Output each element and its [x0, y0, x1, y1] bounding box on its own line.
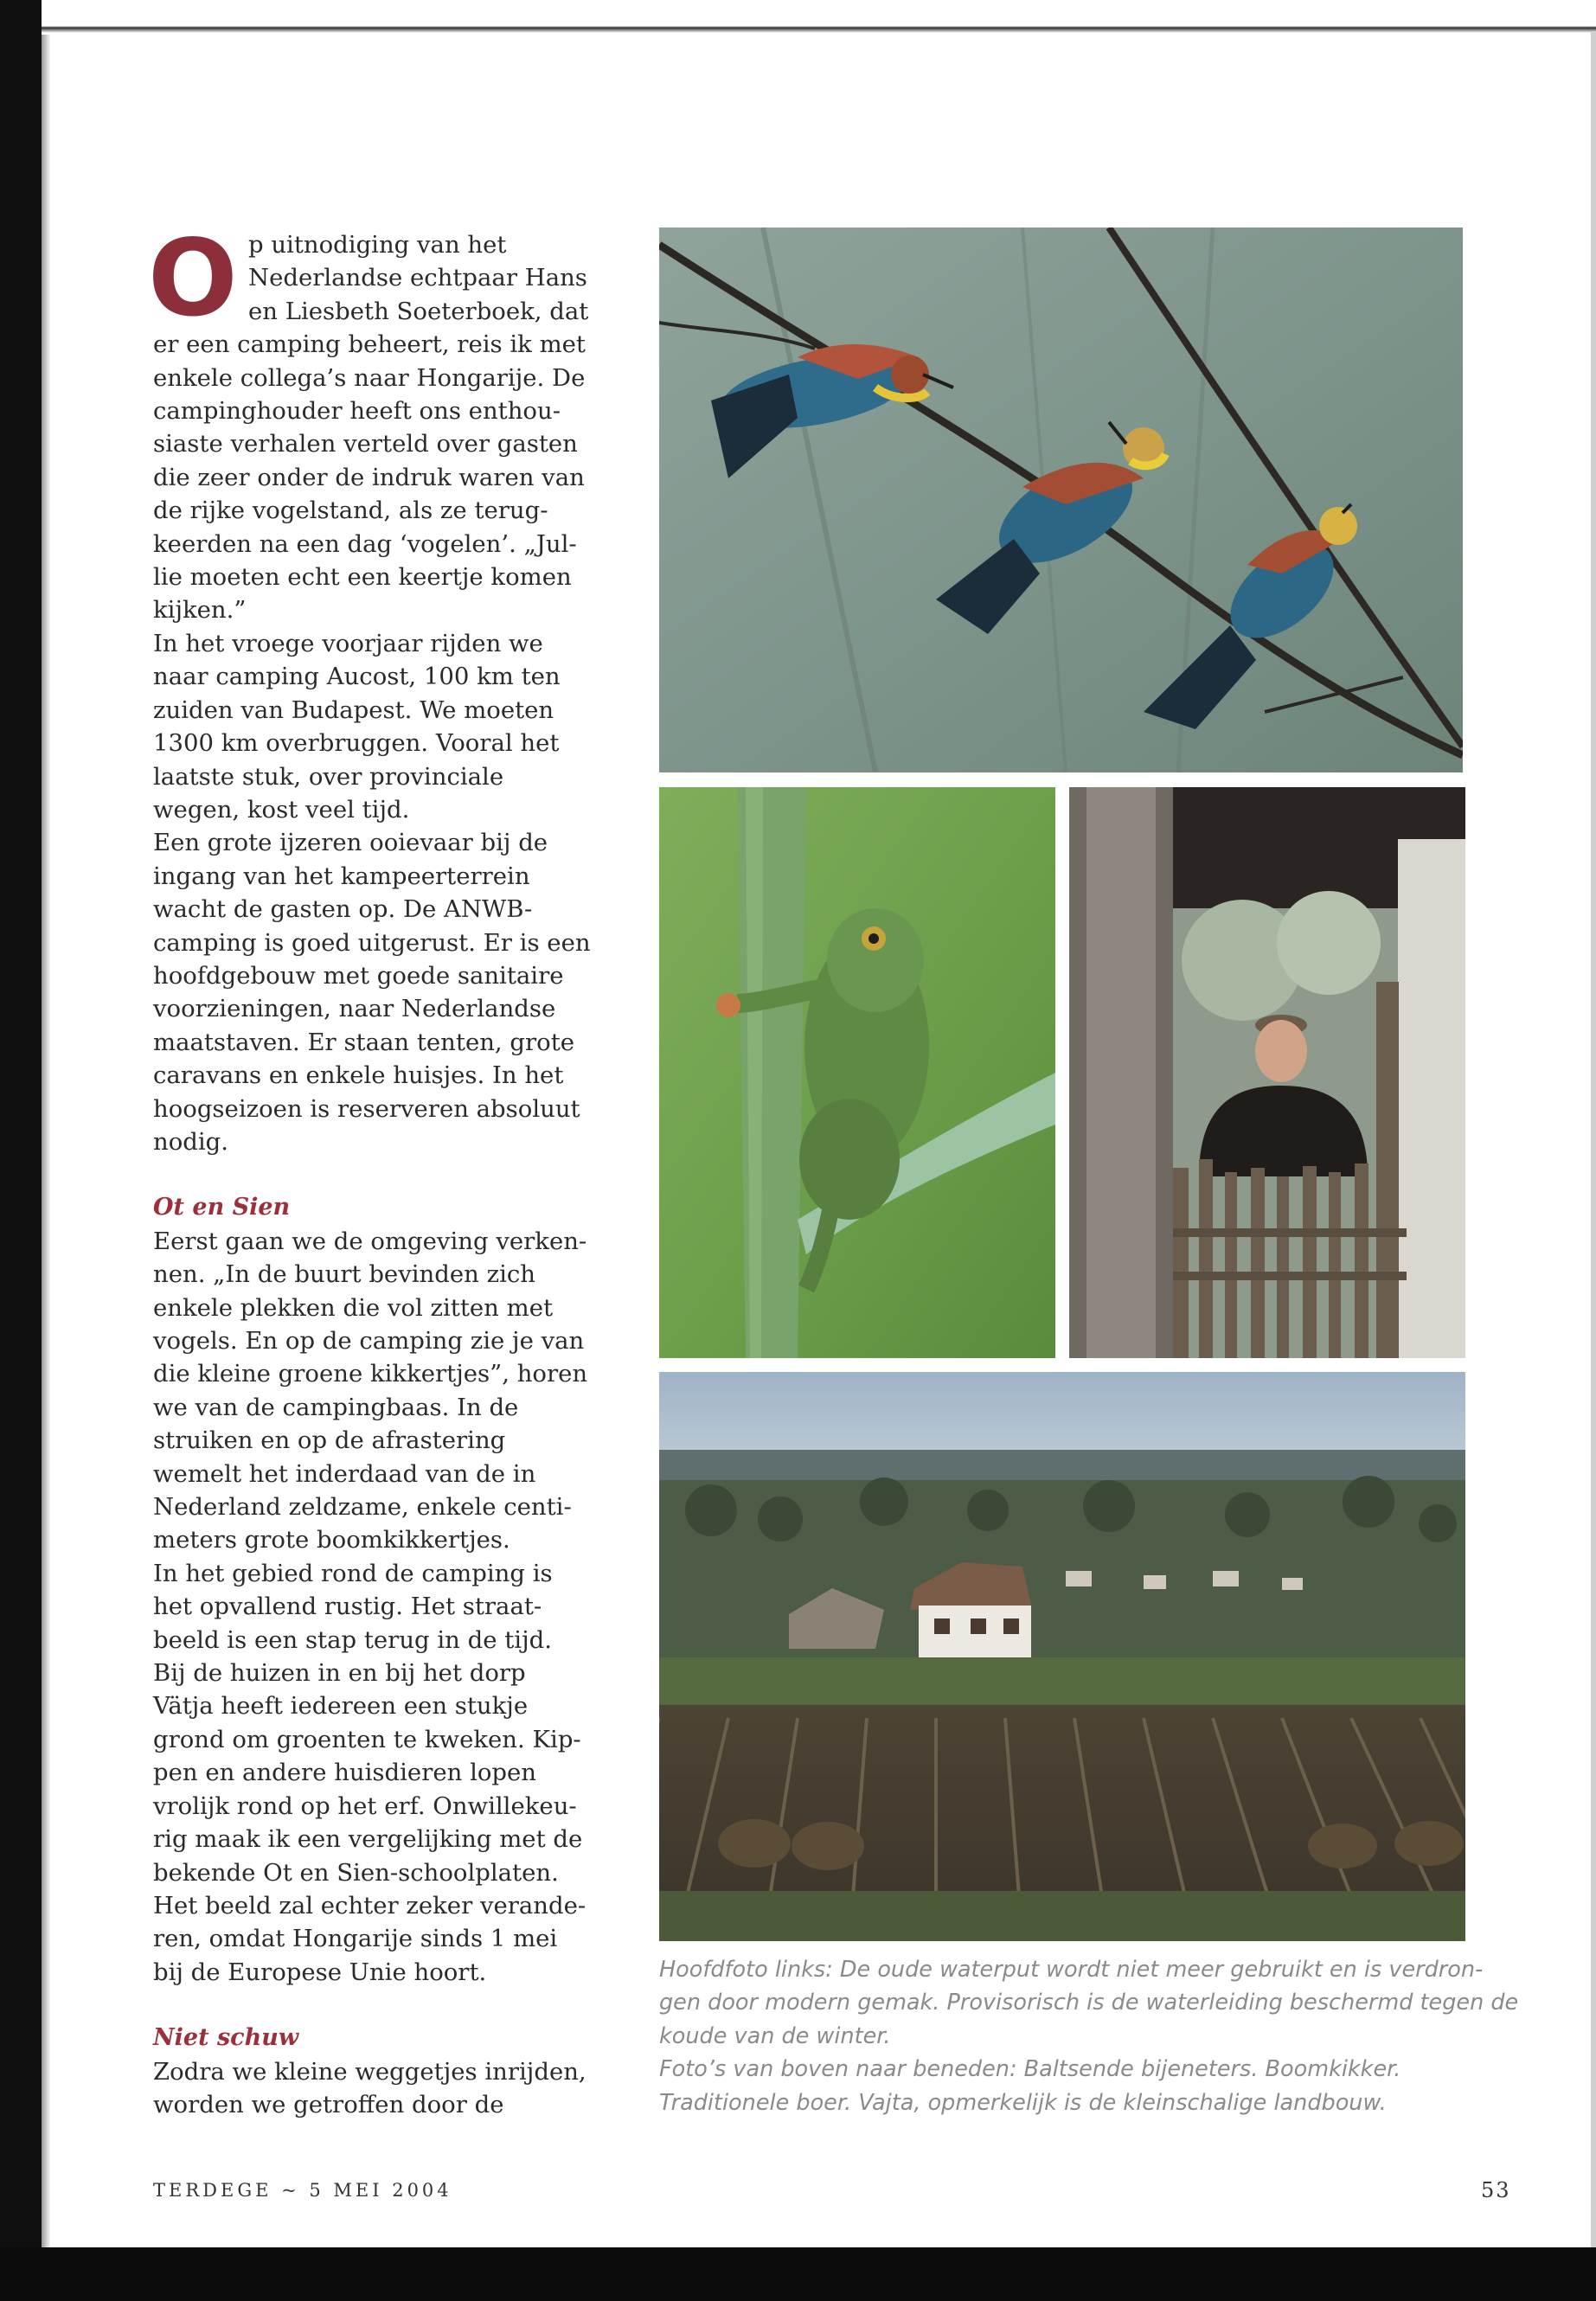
text-line: camping is goed uitgerust. Er is een: [153, 928, 591, 957]
text-line: kijken.”: [153, 596, 247, 625]
page-number: 53: [1481, 2178, 1511, 2202]
text-line: Zodra we kleine weggetjes inrijden,: [153, 2057, 586, 2086]
text-line: siaste verhalen verteld over gasten: [153, 430, 578, 458]
text-line: Bij de huizen in en bij het dorp: [153, 1659, 526, 1688]
text-line: meters grote boomkikkertjes.: [153, 1526, 510, 1554]
text-line: 1300 km overbruggen. Vooral het: [153, 729, 560, 758]
text-line: die kleine groene kikkertjes”, horen: [153, 1360, 588, 1388]
text-line: wegen, kost veel tijd.: [153, 795, 410, 824]
article-column: [148, 217, 591, 2121]
text-line: campinghouder heeft ons enthou-: [153, 397, 561, 426]
text-line: ingang van het kampeerterrein: [153, 862, 530, 890]
photo-traditional-farmer: [1069, 787, 1465, 1358]
text-line: Het beeld zal echter zeker verande-: [153, 1891, 586, 1920]
text-line: laatste stuk, over provinciale: [153, 762, 504, 791]
text-line: enkele collega’s naar Hongarije. De: [153, 363, 586, 392]
scan-border-right: [1591, 31, 1596, 2249]
text-line: de rijke vogelstand, als ze terug-: [153, 497, 548, 525]
caption-line: Traditionele boer. Vajta, opmerkelijk is de kleinschalige landbouw.: [659, 2089, 1387, 2116]
text-line: we van de campingbaas. In de: [153, 1393, 519, 1421]
photo-vajta-landscape: [659, 1372, 1465, 1941]
text-line: wacht de gasten op. De ANWB-: [153, 895, 533, 924]
scan-binding-edge: [0, 0, 42, 2301]
text-line: In het gebied rond de camping is: [153, 1559, 553, 1587]
text-line: grond om groenten te kweken. Kip-: [153, 1725, 581, 1753]
scan-border-top: [0, 0, 1596, 33]
text-line: lie moeten echt een keertje komen: [153, 563, 572, 592]
text-line: vogels. En op de camping zie je van: [153, 1327, 585, 1355]
section-heading-niet-schuw: Niet schuw: [153, 2024, 299, 2052]
section-niet-schuw-body: [153, 2055, 586, 2122]
footer-magazine-date: TERDEGE ~ 5 MEI 2004: [153, 2180, 452, 2201]
text-line: Vätja heeft iedereen een stukje: [153, 1692, 529, 1721]
text-line: zuiden van Budapest. We moeten: [153, 695, 554, 724]
intro-paragraph: [153, 228, 591, 1158]
text-line: struiken en op de afrastering: [153, 1426, 506, 1455]
text-line: er een camping beheert, reis ik met: [153, 330, 586, 359]
text-line: pen en andere huisdieren lopen: [153, 1759, 537, 1787]
photo-bee-eaters: [659, 228, 1463, 772]
photo-tree-frog: [659, 787, 1055, 1358]
text-line: hoofdgebouw met goede sanitaire: [153, 961, 564, 990]
text-line: worden we getroffen door de: [153, 2090, 504, 2118]
text-line: Een grote ijzeren ooievaar bij de: [153, 829, 548, 857]
text-line: en Liesbeth Soeterboek, dat: [248, 297, 589, 325]
text-line: beeld is een stap terug in de tijd.: [153, 1625, 552, 1654]
text-line: het opvallend rustig. Het straat-: [153, 1593, 542, 1621]
drop-cap: O: [148, 217, 238, 340]
text-line: voorzieningen, naar Nederlandse: [153, 995, 556, 1023]
text-line: bij de Europese Unie hoort.: [153, 1958, 487, 1986]
text-line: naar camping Aucost, 100 km ten: [153, 663, 561, 691]
text-line: wemelt het inderdaad van de in: [153, 1459, 536, 1488]
section-ot-en-sien-body: [153, 1225, 586, 1989]
text-line: Nederland zeldzame, enkele centi-: [153, 1493, 572, 1522]
text-line: nodig.: [153, 1127, 229, 1156]
text-line: enkele plekken die vol zitten met: [153, 1293, 554, 1322]
text-line: p uitnodiging van het: [248, 231, 507, 259]
section-heading-ot-en-sien: Ot en Sien: [153, 1194, 291, 1221]
text-line: caravans en enkele huisjes. In het: [153, 1061, 564, 1090]
caption-line: koude van de winter.: [659, 2022, 891, 2049]
text-line: bekende Ot en Sien-schoolplaten.: [153, 1858, 559, 1887]
text-line: vrolijk rond op het erf. Onwillekeu-: [153, 1791, 577, 1820]
text-line: maatstaven. Er staan tenten, grote: [153, 1028, 575, 1056]
text-line: die zeer onder de indruk waren van: [153, 463, 585, 491]
text-line: In het vroege voorjaar rijden we: [153, 629, 543, 657]
caption-line: Hoofdfoto links: De oude waterput wordt niet meer gebruikt en is verdron-: [659, 1957, 1484, 1983]
text-line: nen. „In de buurt bevinden zich: [153, 1260, 535, 1289]
text-line: hoogseizoen is reserveren absoluut: [153, 1094, 580, 1123]
text-line: Eerst gaan we de omgeving verken-: [153, 1227, 587, 1255]
text-line: keerden na een dag ‘vogelen’. „Jul-: [153, 529, 577, 558]
scan-border-bottom: [0, 2247, 1596, 2301]
caption-line: gen door modern gemak. Provisorisch is de waterleiding beschermd tegen de: [659, 1990, 1519, 2016]
scan-binding-shadow: [42, 35, 50, 2249]
text-line: rig maak ik een vergelijking met de: [153, 1825, 583, 1854]
text-line: Nederlandse echtpaar Hans: [248, 264, 587, 292]
photo-caption: [659, 1953, 1524, 2119]
text-line: ren, omdat Hongarije sinds 1 mei: [153, 1925, 558, 1953]
caption-line: Foto’s van boven naar beneden: Baltsende bijeneters. Boomkikker.: [659, 2056, 1401, 2083]
